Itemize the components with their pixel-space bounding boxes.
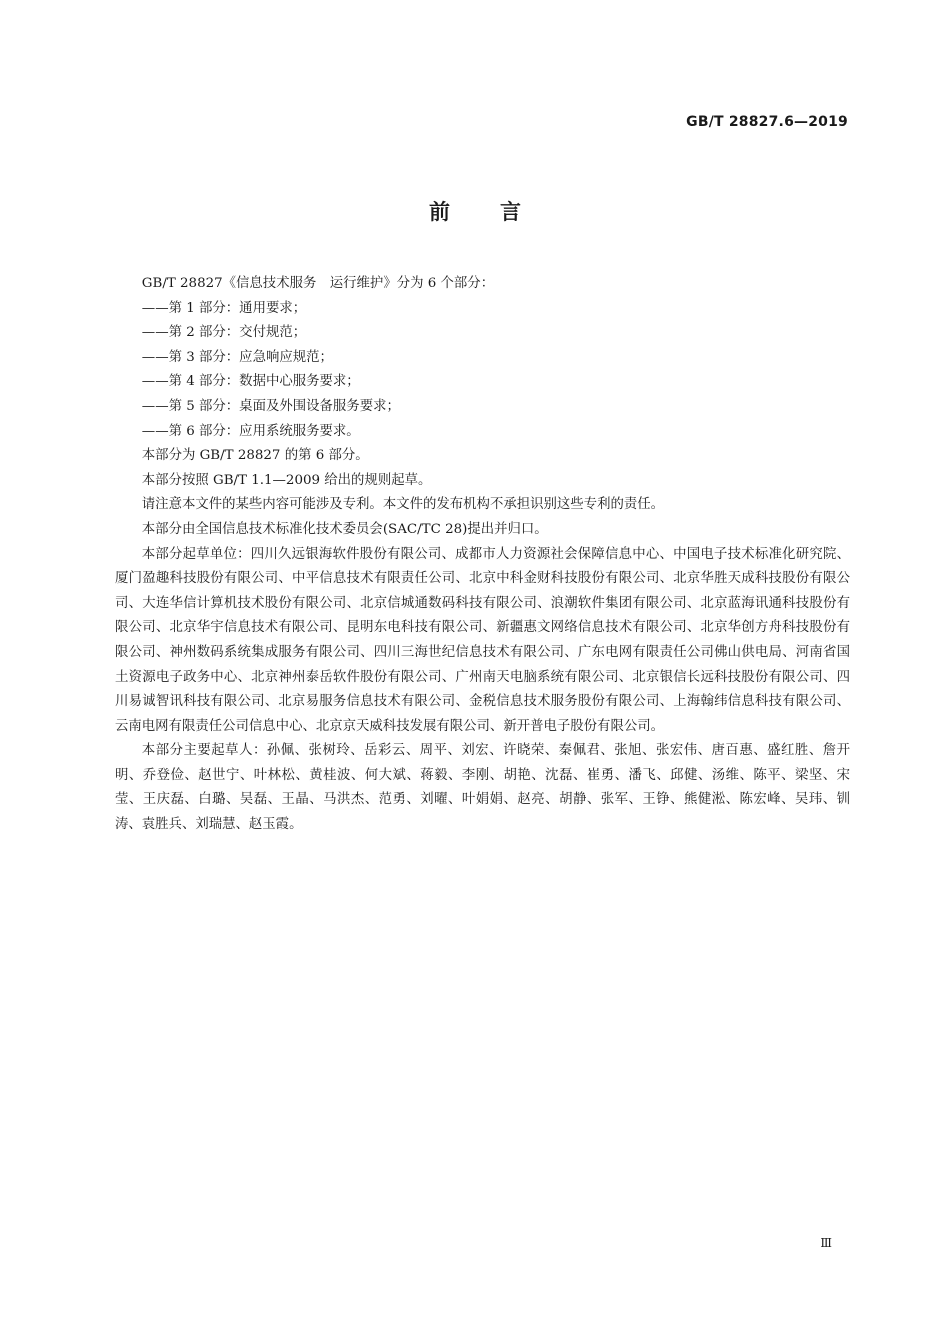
part-item-1: ——第 1 部分：通用要求； [141, 300, 307, 316]
main-drafters: 本部分主要起草人：孙佩、张树玲、岳彩云、周平、刘宏、许晓荣、秦佩君、张旭、张宏伟、唐百惠、盛红胜、詹开明、乔登俭、赵世宁、叶林松、黄桂波、何大斌、蒋毅、李刚、胡艳、沈磊、崔勇、潘飞、邱健、汤维、陈平、梁坚、宋莹、王庆磊、白璐、吴磊、王晶、马洪杰、范勇、刘曜、叶娟娟、赵亮、胡静、张军、王铮、熊健淞、陈宏峰、吴玮、钏涛、袁胜兵、刘瑞慧、赵玉霞。 [115, 743, 850, 833]
parts-intro: GB/T 28827《信息技术服务 运行维护》分为 6 个部分： [141, 276, 495, 291]
page-number: Ⅲ [820, 1236, 832, 1250]
part-item-6: ——第 6 部分：应用系统服务要求。 [141, 423, 360, 439]
standard-code: GB/T 28827.6—2019 [686, 114, 848, 130]
part-item-3: ——第 3 部分：应急响应规范； [141, 349, 333, 365]
part-item-4: ——第 4 部分：数据中心服务要求； [141, 374, 360, 390]
part-statement: 本部分为 GB/T 28827 的第 6 部分。 [141, 448, 369, 464]
part-item-5: ——第 5 部分：桌面及外围设备服务要求； [141, 398, 400, 414]
patent-notice: 请注意本文件的某些内容可能涉及专利。本文件的发布机构不承担识别这些专利的责任。 [141, 497, 665, 513]
drafting-units: 本部分起草单位：四川久远银海软件股份有限公司、成都市人力资源社会保障信息中心、中国电子技术标准化研究院、厦门盈趣科技股份有限公司、中平信息技术有限责任公司、北京中科金财科技股份有限公司、北京华胜天成科技股份有限公司、大连华信计算机技术股份有限公司、北京信城通数码科技有限公司、浪潮软件集团有限公司、北京蓝海讯通科技股份有限公司、北京华宇信息技术有限公司、昆明东电科技有限公司、新疆惠文网络信息技术有限公司、北京华创方舟科技股份有限公司、神州数码系统集成服务有限公司、四川三海世纪信息技术有限公司、广东电网有限责任公司佛山供电局、河南省国土资源电子政务中心、北京神州泰岳软件股份有限公司、广州南天电脑系统有限公司、北京银信长远科技股份有限公司、四川易诚智讯科技有限公司、北京易服务信息技术有限公司、金税信息技术服务股份有限公司、上海翰纬信息科技有限公司、云南电网有限责任公司信息中心、北京京天威科技发展有限公司、新开普电子股份有限公司。 [115, 546, 850, 734]
foreword-body [115, 272, 850, 838]
page-title: 前言 [429, 200, 571, 224]
proposer-statement: 本部分由全国信息技术标准化技术委员会(SAC/TC 28)提出并归口。 [141, 521, 548, 537]
part-item-2: ——第 2 部分：交付规范； [141, 325, 307, 341]
drafting-rules: 本部分按照 GB/T 1.1—2009 给出的规则起草。 [141, 472, 432, 488]
